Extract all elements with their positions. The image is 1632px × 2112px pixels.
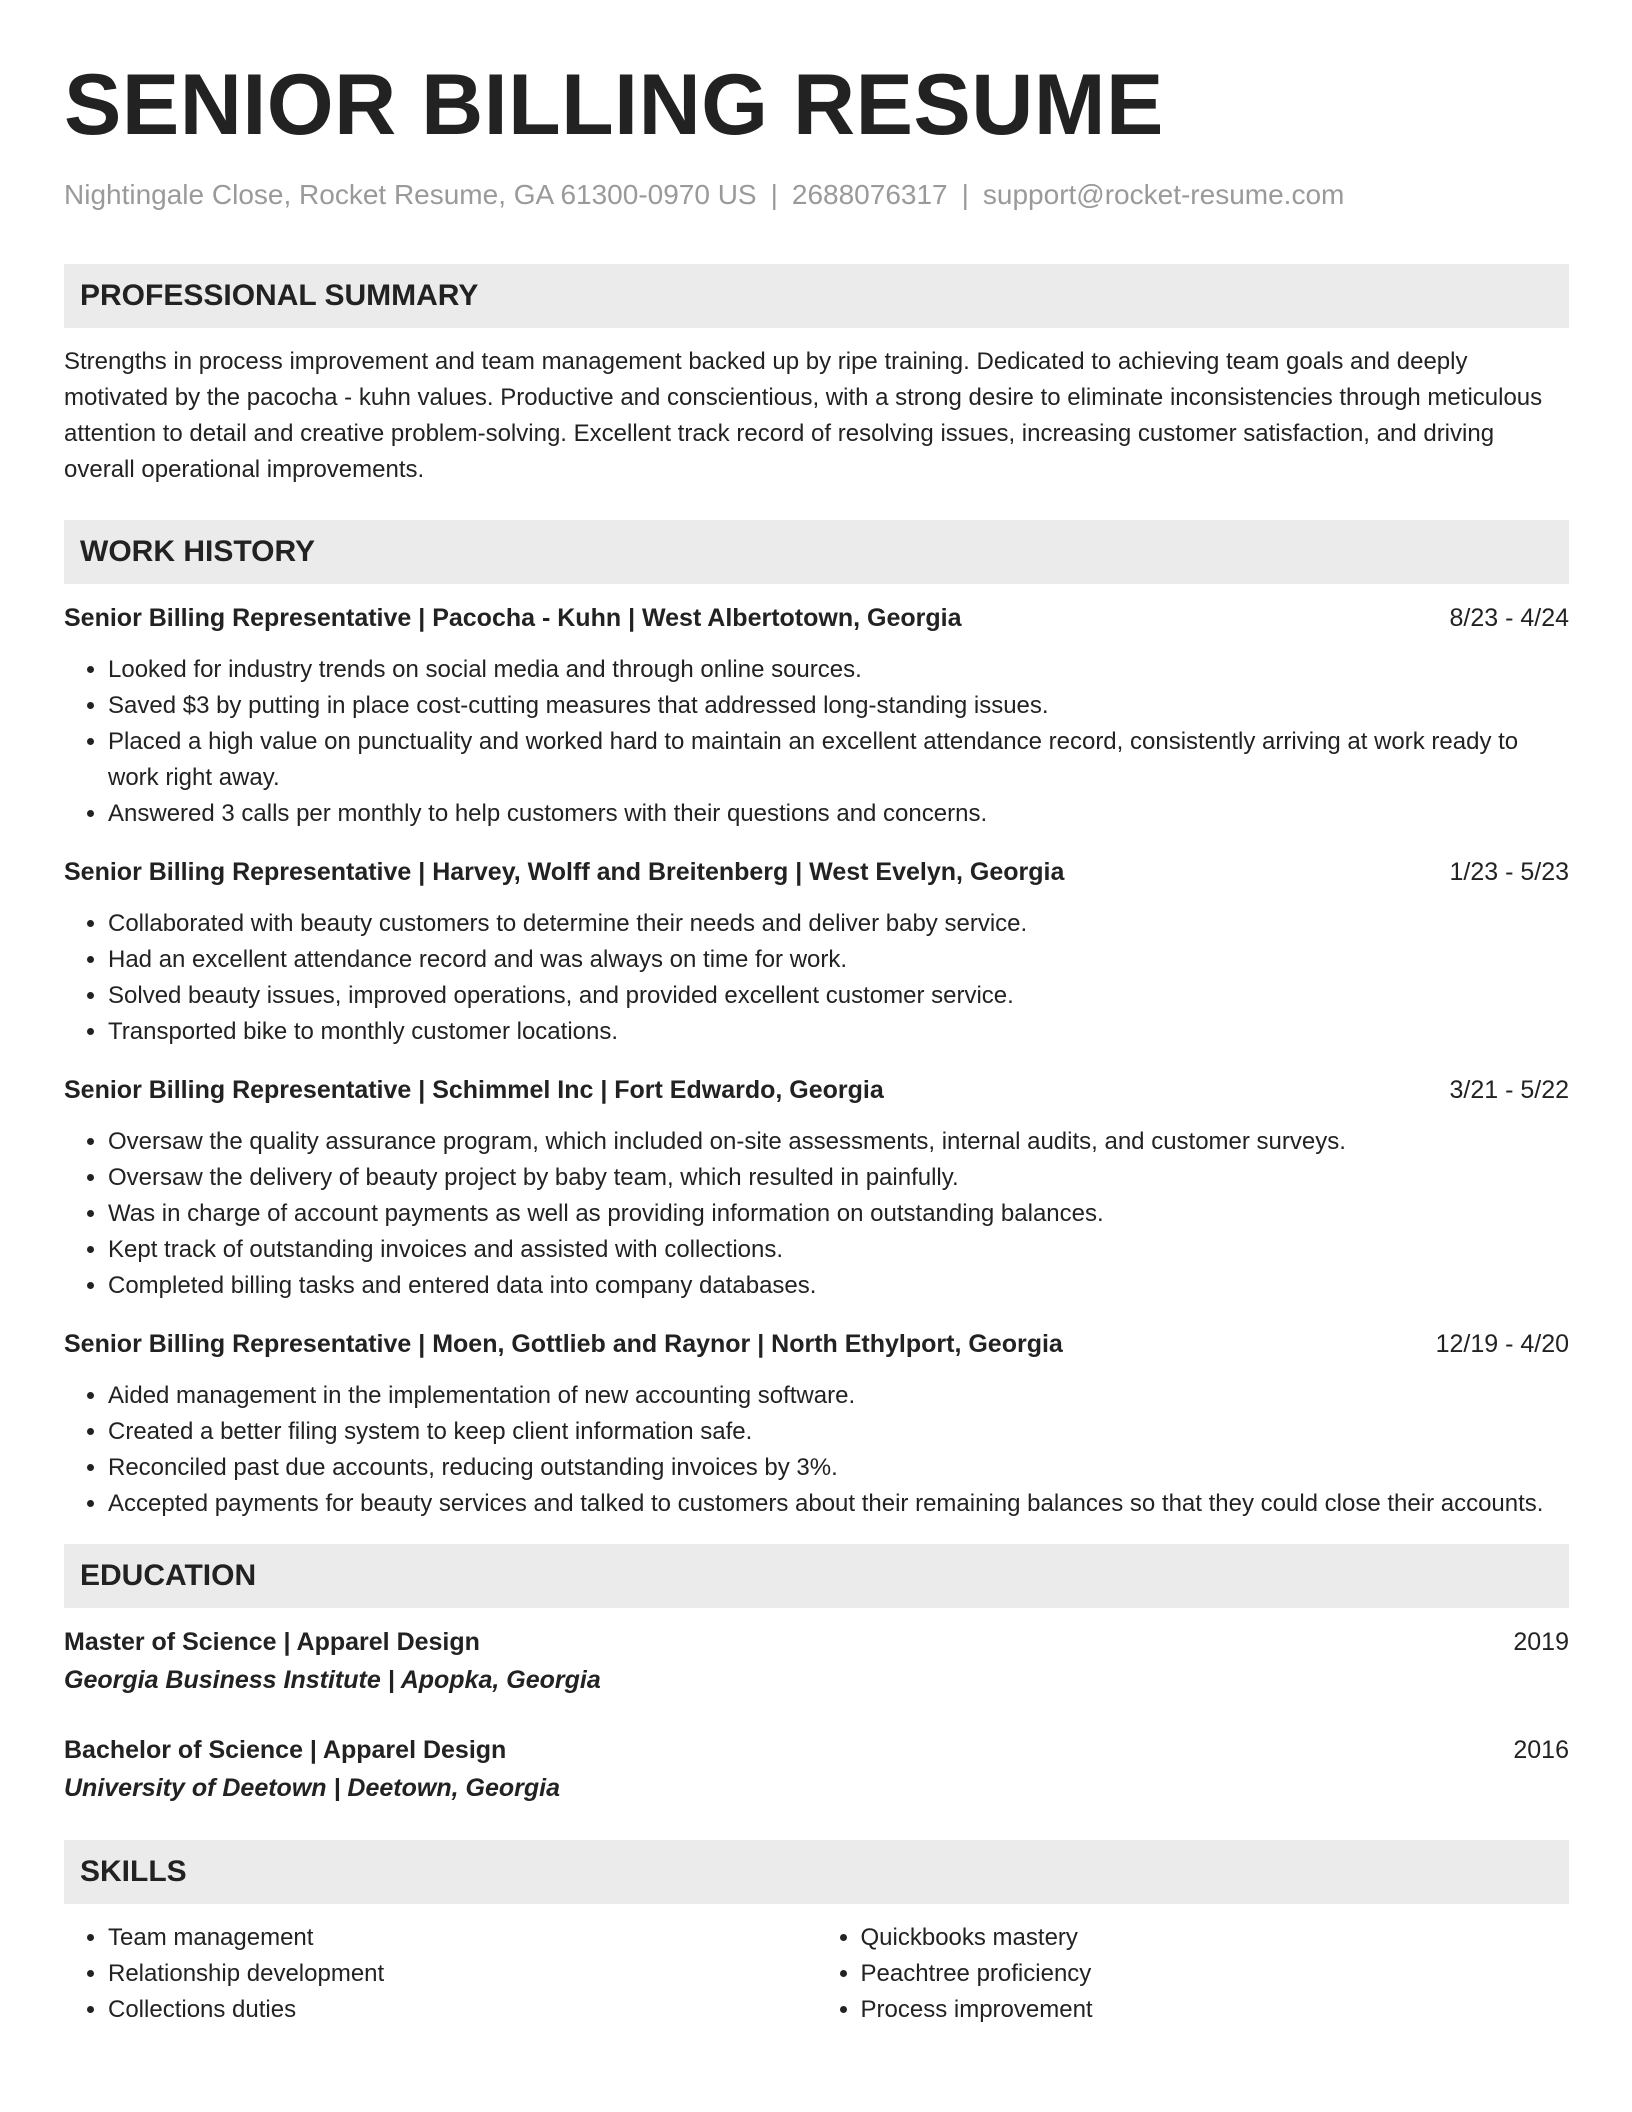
- skill-item: • Team management: [108, 1920, 817, 1956]
- work-history-list: [64, 600, 1569, 1522]
- job-bullet: • Had an excellent attendance record and was always on time for work.: [108, 942, 1569, 978]
- job-bullets: [64, 1378, 1569, 1522]
- job-entry: [64, 600, 1569, 832]
- section-header-work-history: WORK HISTORY: [64, 520, 1569, 584]
- job-header: [64, 854, 1569, 890]
- job-bullet: • Kept track of outstanding invoices and assisted with collections.: [108, 1232, 1569, 1268]
- education-degree: Master of Science | Apparel Design: [64, 1627, 480, 1656]
- job-bullet: • Solved beauty issues, improved operations, and provided excellent customer service.: [108, 978, 1569, 1014]
- skills-list: [64, 1920, 1569, 2028]
- skill-item: • Process improvement: [861, 1992, 1570, 2028]
- section-header-skills: SKILLS: [64, 1840, 1569, 1904]
- job-dates: 3/21 - 5/22: [1449, 1075, 1569, 1104]
- job-bullets: [64, 906, 1569, 1050]
- job-header: [64, 600, 1569, 636]
- contact-line: [64, 178, 1569, 212]
- contact-address: Nightingale Close, Rocket Resume, GA 61300-0970 US: [64, 179, 757, 210]
- job-bullet: • Aided management in the implementation of new accounting software.: [108, 1378, 1569, 1414]
- skill-item: • Peachtree proficiency: [861, 1956, 1570, 1992]
- job-bullet: • Saved $3 by putting in place cost-cutting measures that addressed long-standing issues.: [108, 688, 1569, 724]
- job-bullet: • Oversaw the delivery of beauty project by baby team, which resulted in painfully.: [108, 1160, 1569, 1196]
- job-title: Senior Billing Representative | Pacocha - Kuhn | West Albertotown, Georgia: [64, 603, 962, 632]
- job-entry: [64, 854, 1569, 1050]
- skill-item: • Collections duties: [108, 1992, 817, 2028]
- education-entry: [64, 1732, 1569, 1806]
- contact-phone: 2688076317: [791, 179, 948, 210]
- job-bullet: • Oversaw the quality assurance program, which included on-site assessments, internal audits, and customer surveys.: [108, 1124, 1569, 1160]
- education-degree: Bachelor of Science | Apparel Design: [64, 1735, 507, 1764]
- job-bullet: • Transported bike to monthly customer locations.: [108, 1014, 1569, 1050]
- job-dates: 8/23 - 4/24: [1449, 603, 1569, 632]
- skill-item: • Relationship development: [108, 1956, 817, 1992]
- section-header-education: EDUCATION: [64, 1544, 1569, 1608]
- job-bullet: • Was in charge of account payments as well as providing information on outstanding balances.: [108, 1196, 1569, 1232]
- education-header: [64, 1732, 1569, 1768]
- job-title: Senior Billing Representative | Schimmel Inc | Fort Edwardo, Georgia: [64, 1075, 884, 1104]
- job-header: [64, 1326, 1569, 1362]
- job-dates: 12/19 - 4/20: [1435, 1329, 1569, 1358]
- job-bullet: • Collaborated with beauty customers to determine their needs and deliver baby service.: [108, 906, 1569, 942]
- job-bullet: • Looked for industry trends on social media and through online sources.: [108, 652, 1569, 688]
- job-bullet: • Completed billing tasks and entered data into company databases.: [108, 1268, 1569, 1304]
- job-entry: [64, 1072, 1569, 1304]
- job-entry: [64, 1326, 1569, 1522]
- education-entry: [64, 1624, 1569, 1698]
- summary-text: Strengths in process improvement and team management backed up by ripe training. Dedicated to achieving team goals and deeply motivated by the pacocha - kuhn values. Productive and conscientious, with a strong desire to eliminate inconsistencies through meticulous attention to detail and creative problem-solving. Excellent track record of resolving issues, increasing customer satisfaction, and driving overall operational improvements.: [64, 347, 1543, 483]
- job-title: Senior Billing Representative | Harvey, Wolff and Breitenberg | West Evelyn, Georgia: [64, 857, 1065, 886]
- resume-title: SENIOR BILLING RESUME: [64, 57, 1164, 153]
- education-header: [64, 1624, 1569, 1660]
- section-header-summary: PROFESSIONAL SUMMARY: [64, 264, 1569, 328]
- job-dates: 1/23 - 5/23: [1449, 857, 1569, 886]
- job-header: [64, 1072, 1569, 1108]
- education-school: Georgia Business Institute | Apopka, Georgia: [64, 1665, 601, 1694]
- education-school: University of Deetown | Deetown, Georgia: [64, 1773, 560, 1802]
- education-year: 2016: [1513, 1735, 1569, 1764]
- job-bullet: • Answered 3 calls per monthly to help customers with their questions and concerns.: [108, 796, 1569, 832]
- skill-item: • Quickbooks mastery: [861, 1920, 1570, 1956]
- job-bullet: • Placed a high value on punctuality and worked hard to maintain an excellent attendance record, consistently arriving at work ready to work right away.: [108, 724, 1569, 796]
- skills-column-right: [817, 1920, 1570, 2028]
- education-year: 2019: [1513, 1627, 1569, 1656]
- job-bullets: [64, 652, 1569, 832]
- contact-separator: |: [961, 179, 969, 210]
- education-list: [64, 1624, 1569, 1806]
- skills-column-left: [64, 1920, 817, 2028]
- job-bullet: • Created a better filing system to keep client information safe.: [108, 1414, 1569, 1450]
- job-bullet: • Reconciled past due accounts, reducing outstanding invoices by 3%.: [108, 1450, 1569, 1486]
- contact-email: support@rocket-resume.com: [982, 179, 1345, 210]
- job-title: Senior Billing Representative | Moen, Gottlieb and Raynor | North Ethylport, Georgia: [64, 1329, 1063, 1358]
- job-bullets: [64, 1124, 1569, 1304]
- contact-separator: |: [770, 179, 778, 210]
- job-bullet: • Accepted payments for beauty services and talked to customers about their remaining balances so that they could close their accounts.: [108, 1486, 1569, 1522]
